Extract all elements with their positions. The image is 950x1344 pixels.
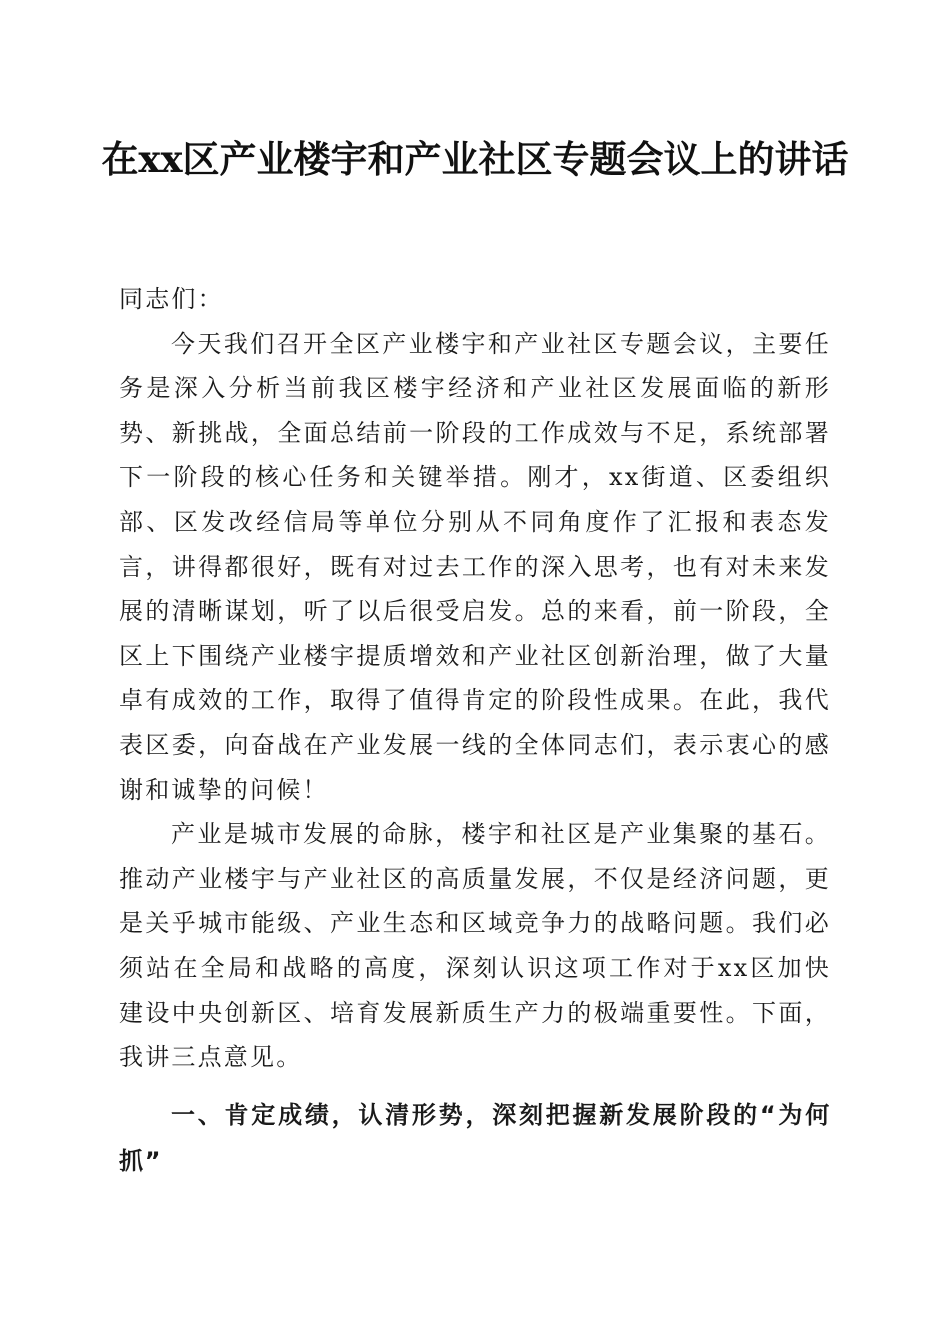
document-body [119, 277, 831, 1184]
section-heading-1: 一、肯定成绩，认清形势，深刻把握新发展阶段的“为何抓” [119, 1100, 831, 1175]
paragraph-opening: 今天我们召开全区产业楼宇和产业社区专题会议，主要任务是深入分析当前我区楼宇经济和产业社区发展面临的新形势、新挑战，全面总结前一阶段的工作成效与不足，系统部署下一阶段的核心任务和关键举措。刚才，xx街道、区委组织部、区发改经信局等单位分别从不同角度作了汇报和表态发言，讲得都很好，既有对过去工作的深入思考，也有对未来发展的清晰谋划，听了以后很受启发。总的来看，前一阶段，全区上下围绕产业楼宇提质增效和产业社区创新治理，做了大量卓有成效的工作，取得了值得肯定的阶段性成果。在此，我代表区委，向奋战在产业发展一线的全体同志们，表示衷心的感谢和诚挚的问候！ [119, 329, 831, 804]
salutation: 同志们： [119, 285, 224, 313]
paragraph-importance: 产业是城市发展的命脉，楼宇和社区是产业集聚的基石。推动产业楼宇与产业社区的高质量发展，不仅是经济问题，更是关乎城市能级、产业生态和区域竞争力的战略问题。我们必须站在全局和战略的高度，深刻认识这项工作对于xx区加快建设中央创新区、培育发展新质生产力的极端重要性。下面，我讲三点意见。 [119, 820, 831, 1072]
document-title: 在xx区产业楼宇和产业社区专题会议上的讲话 [101, 137, 849, 181]
